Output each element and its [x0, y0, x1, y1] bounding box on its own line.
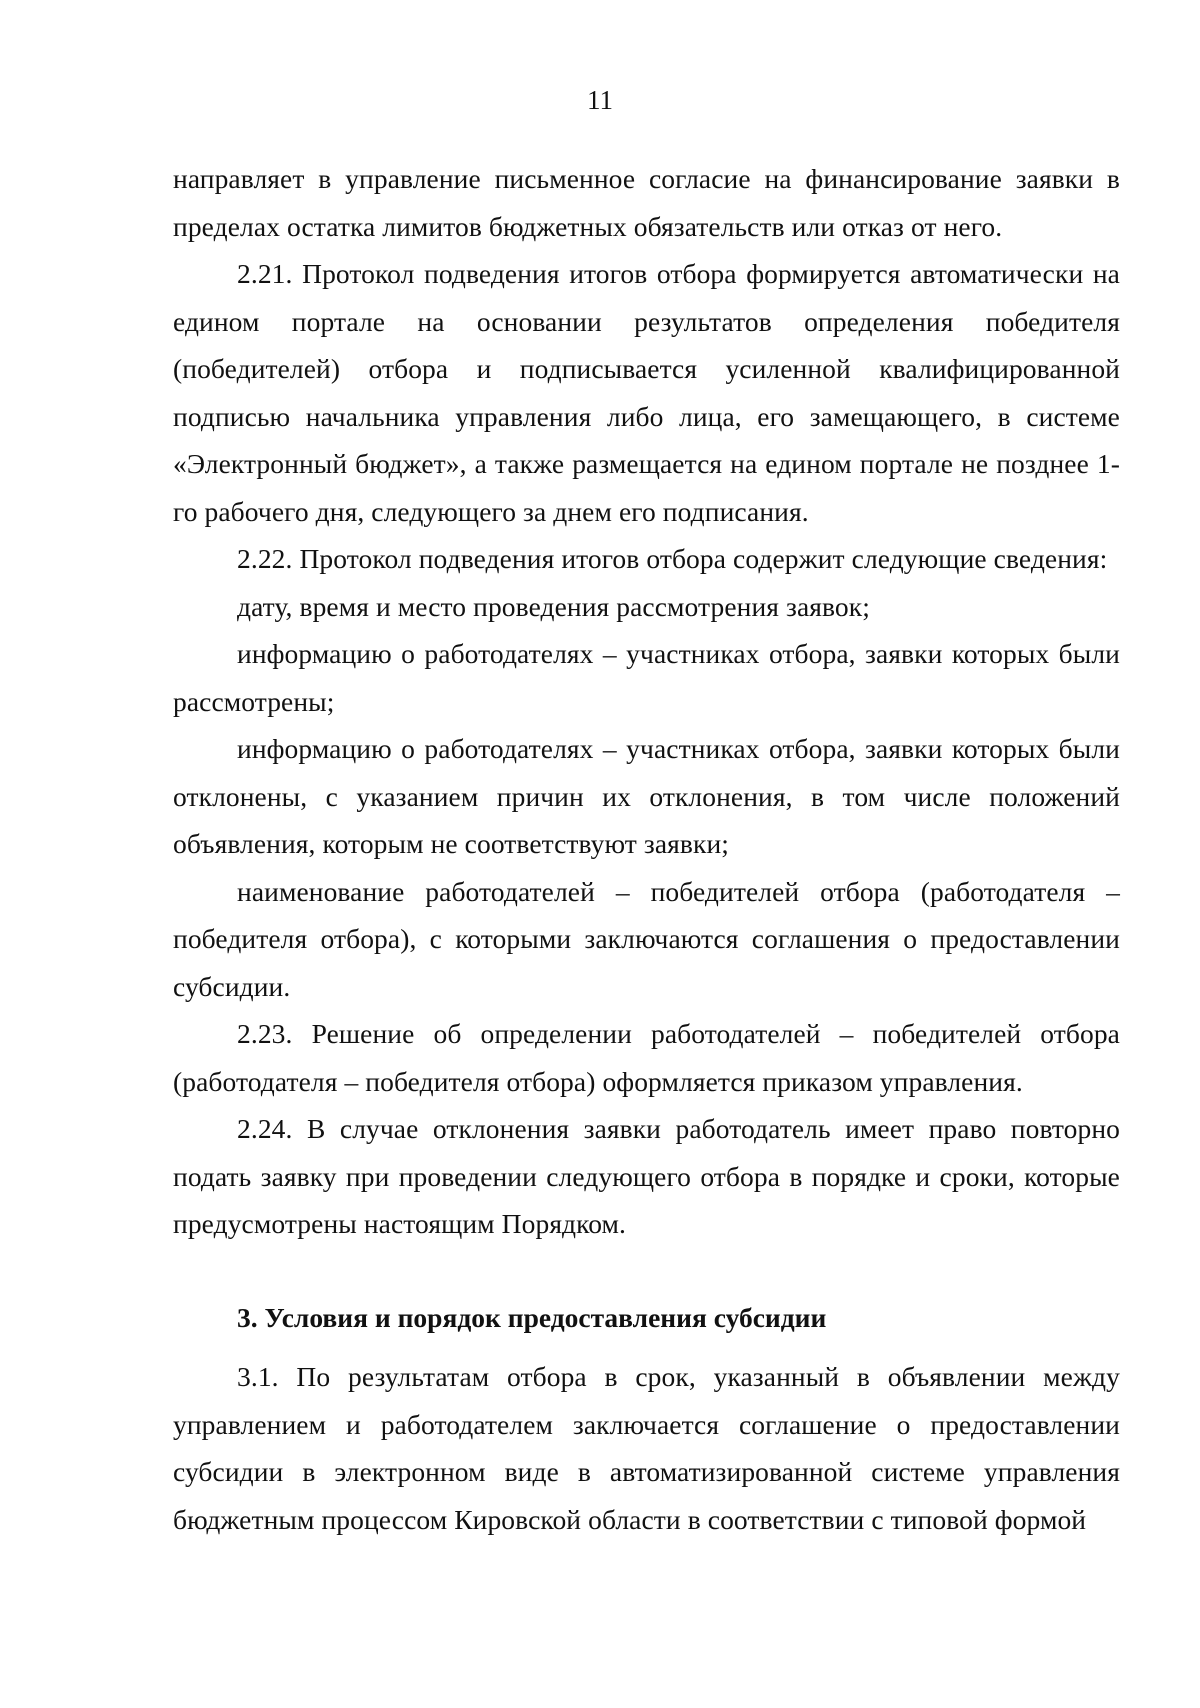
paragraph-2-21: 2.21. Протокол подведения итогов отбора формируется автоматически на едином портале на основании результатов определения победителя (победителей) отбора и подписывается усиленной квалифицированной подписью начальника управления либо лица, его замещающего, в системе «Электронный бюджет», а также размещается на едином портале не позднее 1-го рабочего дня, следующего за днем его подписания.	[173, 258, 1120, 527]
list-item-winners: наименование работодателей – победителей отбора (работодателя – победителя отбора), с которыми заключаются соглашения о предоставлении субсидии.	[173, 875, 1120, 1002]
list-item-reviewed-applicants: информацию о работодателях – участниках отбора, заявки которых были рассмотрены;	[173, 638, 1120, 717]
paragraph-continuation: направляет в управление письменное согласие на финансирование заявки в пределах остатка лимитов бюджетных обязательств или отказ от него.	[173, 163, 1120, 242]
list-item-date-time-place: дату, время и место проведения рассмотрения заявок;	[237, 590, 870, 622]
section-heading: 3. Условия и порядок предоставления субсидии	[237, 1301, 827, 1333]
list-item-rejected-applicants: информацию о работодателях – участниках отбора, заявки которых были отклонены, с указанием причин их отклонения, в том числе положений объявления, которым не соответствуют заявки;	[173, 733, 1120, 859]
paragraph-2-24: 2.24. В случае отклонения заявки работодатель имеет право повторно подать заявку при проведении следующего отбора в порядке и сроки, которые предусмотрены настоящим Порядком.	[173, 1113, 1120, 1239]
page-number: 11	[587, 85, 613, 115]
paragraph-3-1: 3.1. По результатам отбора в срок, указанный в объявлении между управлением и работодателем заключается соглашение о предоставлении субсидии в электронном виде в автоматизированной системе управления бюджетным процессом Кировской области в соответствии с типовой формой	[173, 1361, 1120, 1535]
document-body	[173, 155, 1120, 1543]
paragraph-2-23: 2.23. Решение об определении работодателей – победителей отбора (работодателя – победителя отбора) оформляется приказом управления.	[173, 1018, 1120, 1097]
paragraph-2-22: 2.22. Протокол подведения итогов отбора содержит следующие сведения:	[237, 543, 1108, 574]
